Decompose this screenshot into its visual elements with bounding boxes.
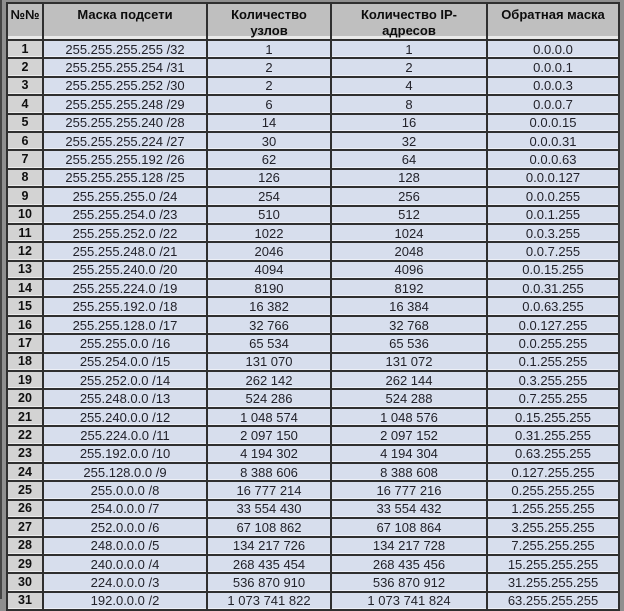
host-count-cell: 126 <box>207 169 331 187</box>
row-number-cell: 19 <box>7 371 43 389</box>
host-count-cell: 62 <box>207 150 331 168</box>
ip-count-cell: 65 536 <box>331 334 487 352</box>
ip-count-cell: 131 072 <box>331 353 487 371</box>
host-count-cell: 4 194 302 <box>207 445 331 463</box>
table-row <box>7 389 619 407</box>
subnet-mask-cell: 255.255.255.0 /24 <box>43 187 207 205</box>
host-count-cell: 1022 <box>207 224 331 242</box>
host-count-cell: 510 <box>207 206 331 224</box>
table-row <box>7 77 619 95</box>
host-count-cell: 2 097 150 <box>207 426 331 444</box>
row-number-cell: 21 <box>7 408 43 426</box>
wildcard-mask-cell: 0.0.31.255 <box>487 279 619 297</box>
wildcard-mask-cell: 0.0.255.255 <box>487 334 619 352</box>
row-number-cell: 7 <box>7 150 43 168</box>
row-number-cell: 23 <box>7 445 43 463</box>
ip-count-cell: 8 <box>331 95 487 113</box>
row-number-cell: 26 <box>7 500 43 518</box>
header-row <box>7 3 619 40</box>
ip-count-cell: 262 144 <box>331 371 487 389</box>
table-row <box>7 371 619 389</box>
wildcard-mask-cell: 0.0.0.7 <box>487 95 619 113</box>
ip-count-cell: 524 288 <box>331 389 487 407</box>
wildcard-mask-cell: 0.0.0.0 <box>487 40 619 58</box>
row-number-cell: 9 <box>7 187 43 205</box>
wildcard-mask-cell: 7.255.255.255 <box>487 537 619 555</box>
wildcard-mask-cell: 0.7.255.255 <box>487 389 619 407</box>
row-number-cell: 18 <box>7 353 43 371</box>
ip-count-cell: 67 108 864 <box>331 518 487 536</box>
subnet-mask-cell: 255.255.255.128 /25 <box>43 169 207 187</box>
ip-count-cell: 4 194 304 <box>331 445 487 463</box>
wildcard-mask-cell: 0.1.255.255 <box>487 353 619 371</box>
ip-count-cell: 268 435 456 <box>331 555 487 573</box>
ip-count-cell: 4 <box>331 77 487 95</box>
host-count-cell: 32 766 <box>207 316 331 334</box>
subnet-mask-cell: 255.128.0.0 /9 <box>43 463 207 481</box>
wildcard-mask-cell: 0.0.15.255 <box>487 261 619 279</box>
wildcard-mask-cell: 0.15.255.255 <box>487 408 619 426</box>
host-count-cell: 1 073 741 822 <box>207 592 331 610</box>
subnet-mask-cell: 255.192.0.0 /10 <box>43 445 207 463</box>
table-row <box>7 261 619 279</box>
table-row <box>7 58 619 76</box>
subnet-mask-cell: 254.0.0.0 /7 <box>43 500 207 518</box>
row-number-cell: 6 <box>7 132 43 150</box>
row-number-cell: 5 <box>7 114 43 132</box>
table-row <box>7 150 619 168</box>
ip-count-cell: 512 <box>331 206 487 224</box>
subnet-mask-cell: 255.255.128.0 /17 <box>43 316 207 334</box>
table-row <box>7 463 619 481</box>
header-ip-count-label: Количество IP-адресов <box>361 7 457 38</box>
table-row <box>7 426 619 444</box>
wildcard-mask-cell: 0.0.0.15 <box>487 114 619 132</box>
subnet-mask-cell: 255.255.224.0 /19 <box>43 279 207 297</box>
subnet-mask-cell: 255.255.240.0 /20 <box>43 261 207 279</box>
subnet-mask-cell: 255.255.255.192 /26 <box>43 150 207 168</box>
row-number-cell: 8 <box>7 169 43 187</box>
row-number-cell: 3 <box>7 77 43 95</box>
ip-count-cell: 2048 <box>331 242 487 260</box>
subnet-mask-cell: 240.0.0.0 /4 <box>43 555 207 573</box>
row-number-cell: 24 <box>7 463 43 481</box>
ip-count-cell: 64 <box>331 150 487 168</box>
host-count-cell: 16 777 214 <box>207 481 331 499</box>
row-number-cell: 22 <box>7 426 43 444</box>
wildcard-mask-cell: 0.31.255.255 <box>487 426 619 444</box>
subnet-mask-cell: 255.255.255.252 /30 <box>43 77 207 95</box>
header-host-count-label: Количество узлов <box>231 7 307 38</box>
row-number-cell: 2 <box>7 58 43 76</box>
host-count-cell: 16 382 <box>207 297 331 315</box>
wildcard-mask-cell: 31.255.255.255 <box>487 573 619 591</box>
ip-count-cell: 2 097 152 <box>331 426 487 444</box>
subnet-mask-cell: 255.255.255.248 /29 <box>43 95 207 113</box>
wildcard-mask-cell: 0.255.255.255 <box>487 481 619 499</box>
ip-count-cell: 16 777 216 <box>331 481 487 499</box>
ip-count-cell: 1024 <box>331 224 487 242</box>
page-left-edge <box>0 0 2 599</box>
subnet-mask-cell: 255.240.0.0 /12 <box>43 408 207 426</box>
host-count-cell: 131 070 <box>207 353 331 371</box>
wildcard-mask-cell: 0.0.0.127 <box>487 169 619 187</box>
ip-count-cell: 134 217 728 <box>331 537 487 555</box>
subnet-mask-cell: 255.255.255.240 /28 <box>43 114 207 132</box>
table-row <box>7 573 619 591</box>
subnet-mask-cell: 255.224.0.0 /11 <box>43 426 207 444</box>
wildcard-mask-cell: 0.3.255.255 <box>487 371 619 389</box>
host-count-cell: 254 <box>207 187 331 205</box>
host-count-cell: 14 <box>207 114 331 132</box>
header-subnet-mask-label: Маска подсети <box>77 7 173 22</box>
row-number-cell: 12 <box>7 242 43 260</box>
subnet-mask-cell: 252.0.0.0 /6 <box>43 518 207 536</box>
host-count-cell: 1 <box>207 40 331 58</box>
row-number-cell: 14 <box>7 279 43 297</box>
wildcard-mask-cell: 0.0.0.255 <box>487 187 619 205</box>
ip-count-cell: 128 <box>331 169 487 187</box>
ip-count-cell: 536 870 912 <box>331 573 487 591</box>
subnet-mask-cell: 255.252.0.0 /14 <box>43 371 207 389</box>
ip-count-cell: 1 <box>331 40 487 58</box>
table-row <box>7 242 619 260</box>
row-number-cell: 11 <box>7 224 43 242</box>
row-number-cell: 20 <box>7 389 43 407</box>
table-row <box>7 132 619 150</box>
subnet-mask-cell: 224.0.0.0 /3 <box>43 573 207 591</box>
header-subnet-mask <box>43 3 207 40</box>
wildcard-mask-cell: 0.0.127.255 <box>487 316 619 334</box>
subnet-mask-cell: 255.254.0.0 /15 <box>43 353 207 371</box>
ip-count-cell: 1 048 576 <box>331 408 487 426</box>
table-row <box>7 592 619 610</box>
subnet-mask-table <box>6 2 620 611</box>
table-row <box>7 481 619 499</box>
table-row <box>7 555 619 573</box>
host-count-cell: 134 217 726 <box>207 537 331 555</box>
subnet-mask-cell: 255.255.248.0 /21 <box>43 242 207 260</box>
host-count-cell: 1 048 574 <box>207 408 331 426</box>
host-count-cell: 30 <box>207 132 331 150</box>
subnet-mask-cell: 255.255.0.0 /16 <box>43 334 207 352</box>
row-number-cell: 28 <box>7 537 43 555</box>
table-row <box>7 169 619 187</box>
wildcard-mask-cell: 63.255.255.255 <box>487 592 619 610</box>
ip-count-cell: 32 <box>331 132 487 150</box>
row-number-cell: 25 <box>7 481 43 499</box>
subnet-mask-cell: 255.255.254.0 /23 <box>43 206 207 224</box>
table-row <box>7 297 619 315</box>
wildcard-mask-cell: 0.127.255.255 <box>487 463 619 481</box>
header-wildcard-mask-label: Обратная маска <box>501 7 605 22</box>
subnet-mask-cell: 255.255.252.0 /22 <box>43 224 207 242</box>
row-number-cell: 17 <box>7 334 43 352</box>
row-number-cell: 1 <box>7 40 43 58</box>
table-row <box>7 187 619 205</box>
host-count-cell: 6 <box>207 95 331 113</box>
host-count-cell: 65 534 <box>207 334 331 352</box>
host-count-cell: 262 142 <box>207 371 331 389</box>
header-host-count <box>207 3 331 40</box>
wildcard-mask-cell: 1.255.255.255 <box>487 500 619 518</box>
table-row <box>7 95 619 113</box>
table-row <box>7 537 619 555</box>
wildcard-mask-cell: 0.0.63.255 <box>487 297 619 315</box>
host-count-cell: 2046 <box>207 242 331 260</box>
host-count-cell: 33 554 430 <box>207 500 331 518</box>
row-number-cell: 15 <box>7 297 43 315</box>
subnet-mask-cell: 255.255.255.254 /31 <box>43 58 207 76</box>
wildcard-mask-cell: 0.0.0.63 <box>487 150 619 168</box>
header-ip-count <box>331 3 487 40</box>
row-number-cell: 16 <box>7 316 43 334</box>
ip-count-cell: 2 <box>331 58 487 76</box>
wildcard-mask-cell: 15.255.255.255 <box>487 555 619 573</box>
subnet-mask-cell: 255.255.255.255 /32 <box>43 40 207 58</box>
host-count-cell: 2 <box>207 58 331 76</box>
header-number <box>7 3 43 40</box>
ip-count-cell: 32 768 <box>331 316 487 334</box>
ip-count-cell: 16 384 <box>331 297 487 315</box>
subnet-mask-cell: 255.255.192.0 /18 <box>43 297 207 315</box>
row-number-cell: 10 <box>7 206 43 224</box>
header-wildcard-mask <box>487 3 619 40</box>
wildcard-mask-cell: 0.0.3.255 <box>487 224 619 242</box>
table-row <box>7 40 619 58</box>
wildcard-mask-cell: 0.0.0.3 <box>487 77 619 95</box>
subnet-mask-cell: 255.255.255.224 /27 <box>43 132 207 150</box>
ip-count-cell: 16 <box>331 114 487 132</box>
wildcard-mask-cell: 3.255.255.255 <box>487 518 619 536</box>
host-count-cell: 536 870 910 <box>207 573 331 591</box>
table-row <box>7 224 619 242</box>
host-count-cell: 524 286 <box>207 389 331 407</box>
ip-count-cell: 33 554 432 <box>331 500 487 518</box>
row-number-cell: 4 <box>7 95 43 113</box>
host-count-cell: 4094 <box>207 261 331 279</box>
table-row <box>7 316 619 334</box>
ip-count-cell: 4096 <box>331 261 487 279</box>
header-number-label: №№ <box>10 7 40 22</box>
row-number-cell: 29 <box>7 555 43 573</box>
host-count-cell: 2 <box>207 77 331 95</box>
wildcard-mask-cell: 0.0.1.255 <box>487 206 619 224</box>
ip-count-cell: 1 073 741 824 <box>331 592 487 610</box>
host-count-cell: 8 388 606 <box>207 463 331 481</box>
row-number-cell: 31 <box>7 592 43 610</box>
table-row <box>7 445 619 463</box>
wildcard-mask-cell: 0.0.7.255 <box>487 242 619 260</box>
table-row <box>7 500 619 518</box>
subnet-mask-cell: 192.0.0.0 /2 <box>43 592 207 610</box>
table-header <box>7 3 619 40</box>
table-row <box>7 206 619 224</box>
table-body <box>7 40 619 610</box>
ip-count-cell: 8192 <box>331 279 487 297</box>
table-row <box>7 353 619 371</box>
wildcard-mask-cell: 0.63.255.255 <box>487 445 619 463</box>
table-row <box>7 279 619 297</box>
subnet-mask-cell: 255.248.0.0 /13 <box>43 389 207 407</box>
subnet-mask-cell: 248.0.0.0 /5 <box>43 537 207 555</box>
row-number-cell: 30 <box>7 573 43 591</box>
subnet-mask-cell: 255.0.0.0 /8 <box>43 481 207 499</box>
wildcard-mask-cell: 0.0.0.1 <box>487 58 619 76</box>
row-number-cell: 13 <box>7 261 43 279</box>
ip-count-cell: 256 <box>331 187 487 205</box>
row-number-cell: 27 <box>7 518 43 536</box>
table-row <box>7 114 619 132</box>
ip-count-cell: 8 388 608 <box>331 463 487 481</box>
host-count-cell: 268 435 454 <box>207 555 331 573</box>
host-count-cell: 8190 <box>207 279 331 297</box>
host-count-cell: 67 108 862 <box>207 518 331 536</box>
table-row <box>7 518 619 536</box>
table-row <box>7 334 619 352</box>
table-row <box>7 408 619 426</box>
wildcard-mask-cell: 0.0.0.31 <box>487 132 619 150</box>
